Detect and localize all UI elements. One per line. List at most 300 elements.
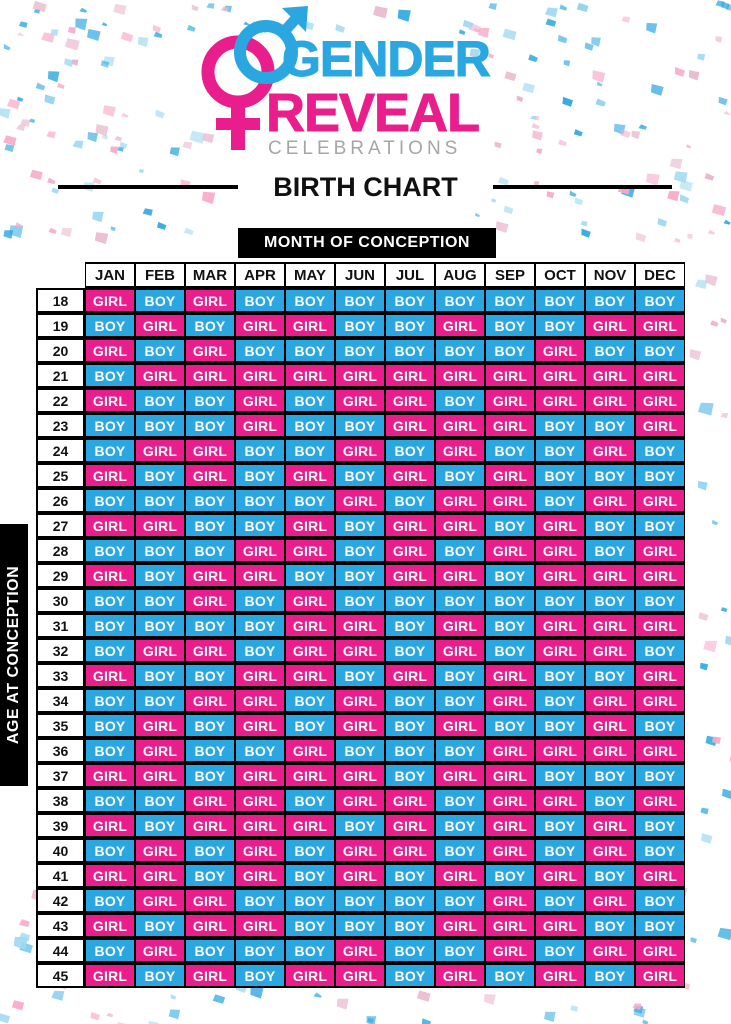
girl-cell: GIRL: [435, 638, 485, 663]
boy-cell: BOY: [335, 738, 385, 763]
girl-cell: GIRL: [635, 663, 685, 688]
month-header: SEP: [485, 262, 535, 288]
boy-cell: BOY: [535, 938, 585, 963]
boy-cell: BOY: [135, 663, 185, 688]
boy-cell: BOY: [185, 663, 235, 688]
boy-cell: BOY: [585, 863, 635, 888]
boy-cell: BOY: [335, 413, 385, 438]
girl-cell: GIRL: [385, 363, 435, 388]
girl-cell: GIRL: [435, 863, 485, 888]
confetti-piece: [695, 280, 707, 290]
girl-cell: GIRL: [285, 513, 335, 538]
girl-cell: GIRL: [485, 813, 535, 838]
boy-cell: BOY: [385, 288, 435, 313]
confetti-piece: [504, 206, 514, 215]
boy-cell: BOY: [635, 913, 685, 938]
boy-cell: BOY: [385, 638, 435, 663]
girl-cell: GIRL: [585, 363, 635, 388]
girl-cell: GIRL: [485, 663, 535, 688]
girl-cell: GIRL: [535, 788, 585, 813]
boy-cell: BOY: [435, 538, 485, 563]
month-header-row: [36, 262, 685, 288]
confetti-piece: [157, 222, 166, 230]
girl-cell: GIRL: [85, 388, 135, 413]
confetti-piece: [213, 994, 225, 1004]
girl-cell: GIRL: [585, 313, 635, 338]
confetti-piece: [724, 220, 731, 225]
confetti-piece: [570, 191, 577, 197]
title-divider-left: [58, 185, 238, 189]
boy-cell: BOY: [535, 413, 585, 438]
girl-cell: GIRL: [635, 563, 685, 588]
girl-cell: GIRL: [135, 363, 185, 388]
girl-cell: GIRL: [385, 463, 435, 488]
month-header: MAR: [185, 262, 235, 288]
girl-cell: GIRL: [285, 638, 335, 663]
girl-cell: GIRL: [335, 363, 385, 388]
confetti-piece: [91, 1012, 100, 1021]
girl-cell: GIRL: [485, 913, 535, 938]
girl-cell: GIRL: [585, 613, 635, 638]
boy-cell: BOY: [635, 513, 685, 538]
age-axis-label-text: AGE AT CONCEPTION: [5, 565, 22, 745]
boy-cell: BOY: [535, 688, 585, 713]
boy-cell: BOY: [585, 663, 635, 688]
girl-cell: GIRL: [485, 788, 535, 813]
girl-cell: GIRL: [435, 363, 485, 388]
boy-cell: BOY: [435, 813, 485, 838]
confetti-piece: [581, 229, 590, 238]
girl-cell: GIRL: [635, 313, 685, 338]
boy-cell: BOY: [335, 513, 385, 538]
boy-cell: BOY: [585, 463, 635, 488]
girl-cell: GIRL: [535, 963, 585, 988]
confetti-piece: [674, 171, 688, 183]
boy-cell: BOY: [335, 463, 385, 488]
girl-cell: GIRL: [185, 288, 235, 313]
girl-cell: GIRL: [85, 513, 135, 538]
age-cell: 28: [36, 538, 85, 563]
girl-cell: GIRL: [285, 363, 335, 388]
girl-cell: GIRL: [435, 438, 485, 463]
boy-cell: BOY: [135, 688, 185, 713]
boy-cell: BOY: [285, 388, 335, 413]
boy-cell: BOY: [635, 288, 685, 313]
confetti-piece: [575, 198, 584, 206]
girl-cell: GIRL: [485, 938, 535, 963]
girl-cell: GIRL: [485, 363, 535, 388]
age-cell: 23: [36, 413, 85, 438]
boy-cell: BOY: [535, 838, 585, 863]
boy-cell: BOY: [285, 888, 335, 913]
girl-cell: GIRL: [285, 963, 335, 988]
girl-cell: GIRL: [485, 413, 535, 438]
confetti-piece: [202, 192, 215, 204]
boy-cell: BOY: [285, 713, 335, 738]
boy-cell: BOY: [135, 813, 185, 838]
boy-cell: BOY: [135, 463, 185, 488]
boy-cell: BOY: [185, 738, 235, 763]
confetti-piece: [171, 994, 177, 999]
boy-cell: BOY: [435, 788, 485, 813]
boy-cell: BOY: [585, 588, 635, 613]
girl-cell: GIRL: [135, 738, 185, 763]
boy-cell: BOY: [535, 438, 585, 463]
girl-cell: GIRL: [485, 738, 535, 763]
boy-cell: BOY: [535, 663, 585, 688]
girl-cell: GIRL: [535, 388, 585, 413]
girl-cell: GIRL: [135, 438, 185, 463]
age-cell: 27: [36, 513, 85, 538]
girl-cell: GIRL: [235, 663, 285, 688]
girl-cell: GIRL: [585, 938, 635, 963]
boy-cell: BOY: [385, 738, 435, 763]
boy-cell: BOY: [135, 788, 185, 813]
boy-cell: BOY: [185, 838, 235, 863]
table-row: [36, 313, 685, 338]
boy-cell: BOY: [635, 713, 685, 738]
boy-cell: BOY: [385, 938, 435, 963]
girl-cell: GIRL: [585, 888, 635, 913]
boy-cell: BOY: [185, 413, 235, 438]
confetti-piece: [687, 234, 693, 240]
girl-cell: GIRL: [135, 638, 185, 663]
age-cell: 41: [36, 863, 85, 888]
confetti-piece: [475, 213, 480, 217]
boy-cell: BOY: [385, 613, 435, 638]
confetti-piece: [30, 170, 43, 180]
girl-cell: GIRL: [235, 913, 285, 938]
boy-cell: BOY: [435, 288, 485, 313]
confetti-piece: [169, 1010, 180, 1020]
girl-cell: GIRL: [85, 963, 135, 988]
girl-cell: GIRL: [85, 913, 135, 938]
girl-cell: GIRL: [285, 813, 335, 838]
boy-cell: BOY: [385, 763, 435, 788]
girl-cell: GIRL: [335, 713, 385, 738]
boy-cell: BOY: [485, 963, 535, 988]
confetti-piece: [184, 228, 194, 236]
confetti-piece: [646, 173, 660, 185]
confetti-piece: [367, 1016, 377, 1024]
boy-cell: BOY: [385, 438, 435, 463]
boy-cell: BOY: [235, 963, 285, 988]
boy-cell: BOY: [385, 488, 435, 513]
boy-cell: BOY: [585, 788, 635, 813]
girl-cell: GIRL: [85, 813, 135, 838]
girl-cell: GIRL: [435, 413, 485, 438]
boy-cell: BOY: [585, 513, 635, 538]
girl-cell: GIRL: [235, 413, 285, 438]
girl-cell: GIRL: [435, 488, 485, 513]
girl-cell: GIRL: [185, 363, 235, 388]
girl-cell: GIRL: [385, 563, 435, 588]
girl-cell: GIRL: [535, 513, 585, 538]
boy-cell: BOY: [185, 613, 235, 638]
title-divider-right: [493, 185, 672, 189]
boy-cell: BOY: [485, 588, 535, 613]
girl-cell: GIRL: [335, 688, 385, 713]
girl-cell: GIRL: [485, 463, 535, 488]
confetti-piece: [581, 221, 588, 227]
boy-cell: BOY: [535, 288, 585, 313]
girl-cell: GIRL: [135, 888, 185, 913]
confetti-piece: [712, 204, 726, 216]
girl-cell: GIRL: [585, 438, 635, 463]
girl-cell: GIRL: [285, 663, 335, 688]
girl-cell: GIRL: [235, 813, 285, 838]
boy-cell: BOY: [135, 338, 185, 363]
confetti-piece: [703, 641, 717, 653]
boy-cell: BOY: [435, 463, 485, 488]
girl-cell: GIRL: [435, 613, 485, 638]
girl-cell: GIRL: [435, 563, 485, 588]
boy-cell: BOY: [385, 963, 435, 988]
girl-cell: GIRL: [185, 638, 235, 663]
girl-cell: GIRL: [185, 963, 235, 988]
boy-cell: BOY: [285, 938, 335, 963]
age-cell: 24: [36, 438, 85, 463]
girl-cell: GIRL: [635, 613, 685, 638]
confetti-piece: [61, 228, 72, 237]
girl-cell: GIRL: [235, 713, 285, 738]
boy-cell: BOY: [85, 538, 135, 563]
boy-cell: BOY: [485, 288, 535, 313]
boy-cell: BOY: [135, 563, 185, 588]
boy-cell: BOY: [285, 863, 335, 888]
girl-cell: GIRL: [235, 538, 285, 563]
girl-cell: GIRL: [135, 713, 185, 738]
boy-cell: BOY: [85, 713, 135, 738]
girl-cell: GIRL: [335, 438, 385, 463]
girl-cell: GIRL: [635, 538, 685, 563]
age-cell: 26: [36, 488, 85, 513]
confetti-piece: [680, 194, 689, 203]
confetti-piece: [544, 1012, 556, 1022]
girl-cell: GIRL: [285, 588, 335, 613]
table-row: [36, 338, 685, 363]
boy-cell: BOY: [335, 663, 385, 688]
table-row: [36, 488, 685, 513]
girl-cell: GIRL: [235, 563, 285, 588]
confetti-piece: [698, 481, 708, 490]
girl-cell: GIRL: [635, 488, 685, 513]
confetti-piece: [698, 612, 708, 621]
boy-cell: BOY: [85, 613, 135, 638]
confetti-piece: [710, 320, 718, 327]
girl-cell: GIRL: [635, 688, 685, 713]
boy-cell: BOY: [485, 513, 535, 538]
girl-cell: GIRL: [135, 863, 185, 888]
age-cell: 29: [36, 563, 85, 588]
table-row: [36, 613, 685, 638]
age-cell: 43: [36, 913, 85, 938]
girl-cell: GIRL: [535, 538, 585, 563]
confetti-piece: [92, 212, 104, 223]
boy-cell: BOY: [135, 413, 185, 438]
boy-cell: BOY: [485, 563, 535, 588]
table-row: [36, 963, 685, 988]
girl-cell: GIRL: [335, 613, 385, 638]
girl-cell: GIRL: [85, 563, 135, 588]
boy-cell: BOY: [285, 563, 335, 588]
boy-cell: BOY: [535, 488, 585, 513]
girl-cell: GIRL: [535, 563, 585, 588]
boy-cell: BOY: [535, 313, 585, 338]
confetti-piece: [337, 999, 349, 1010]
age-cell: 20: [36, 338, 85, 363]
boy-cell: BOY: [435, 663, 485, 688]
age-cell: 31: [36, 613, 85, 638]
boy-cell: BOY: [335, 563, 385, 588]
boy-cell: BOY: [135, 913, 185, 938]
table-row: [36, 888, 685, 913]
boy-cell: BOY: [85, 363, 135, 388]
confetti-piece: [721, 413, 728, 418]
boy-cell: BOY: [535, 763, 585, 788]
girl-cell: GIRL: [435, 713, 485, 738]
boy-cell: BOY: [85, 688, 135, 713]
table-row: [36, 913, 685, 938]
confetti-piece: [658, 218, 668, 227]
confetti-piece: [636, 232, 647, 242]
boy-cell: BOY: [285, 838, 335, 863]
girl-cell: GIRL: [335, 638, 385, 663]
girl-cell: GIRL: [535, 913, 585, 938]
boy-cell: BOY: [485, 313, 535, 338]
table-row: [36, 763, 685, 788]
boy-cell: BOY: [285, 338, 335, 363]
confetti-piece: [698, 403, 714, 416]
boy-cell: BOY: [335, 338, 385, 363]
girl-cell: GIRL: [335, 388, 385, 413]
girl-cell: GIRL: [285, 313, 335, 338]
confetti-piece: [422, 1018, 431, 1024]
girl-cell: GIRL: [635, 788, 685, 813]
age-cell: 40: [36, 838, 85, 863]
boy-cell: BOY: [185, 713, 235, 738]
boy-cell: BOY: [385, 713, 435, 738]
boy-cell: BOY: [135, 488, 185, 513]
girl-cell: GIRL: [185, 913, 235, 938]
table-row: [36, 863, 685, 888]
girl-cell: GIRL: [185, 588, 235, 613]
girl-cell: GIRL: [385, 388, 435, 413]
boy-cell: BOY: [235, 513, 285, 538]
confetti-piece: [143, 208, 153, 216]
girl-cell: GIRL: [285, 763, 335, 788]
girl-cell: GIRL: [135, 313, 185, 338]
girl-cell: GIRL: [185, 463, 235, 488]
age-cell: 34: [36, 688, 85, 713]
boy-cell: BOY: [185, 313, 235, 338]
girl-cell: GIRL: [485, 538, 535, 563]
confetti-piece: [0, 1013, 10, 1023]
girl-cell: GIRL: [635, 863, 685, 888]
boy-cell: BOY: [335, 538, 385, 563]
boy-cell: BOY: [535, 588, 585, 613]
boy-cell: BOY: [385, 688, 435, 713]
age-cell: 25: [36, 463, 85, 488]
birth-chart-table: [36, 262, 685, 988]
boy-cell: BOY: [435, 838, 485, 863]
age-cell: 19: [36, 313, 85, 338]
confetti-piece: [19, 919, 30, 927]
confetti-piece: [417, 990, 431, 1001]
boy-cell: BOY: [285, 488, 335, 513]
girl-cell: GIRL: [385, 663, 435, 688]
boy-cell: BOY: [235, 938, 285, 963]
confetti-piece: [722, 789, 731, 800]
boy-cell: BOY: [335, 888, 385, 913]
boy-cell: BOY: [135, 288, 185, 313]
girl-cell: GIRL: [485, 488, 535, 513]
age-cell: 36: [36, 738, 85, 763]
boy-cell: BOY: [85, 313, 135, 338]
boy-cell: BOY: [635, 638, 685, 663]
age-cell: 42: [36, 888, 85, 913]
age-axis-label: [0, 524, 28, 786]
boy-cell: BOY: [485, 638, 535, 663]
boy-cell: BOY: [85, 738, 135, 763]
girl-cell: GIRL: [85, 288, 135, 313]
month-header: APR: [235, 262, 285, 288]
boy-cell: BOY: [535, 713, 585, 738]
girl-cell: GIRL: [435, 313, 485, 338]
confetti-piece: [701, 808, 709, 815]
boy-cell: BOY: [135, 963, 185, 988]
boy-cell: BOY: [85, 488, 135, 513]
girl-cell: GIRL: [435, 913, 485, 938]
girl-cell: GIRL: [435, 513, 485, 538]
girl-cell: GIRL: [635, 413, 685, 438]
girl-cell: GIRL: [535, 638, 585, 663]
confetti-piece: [106, 1013, 113, 1018]
confetti-piece: [721, 607, 728, 612]
age-cell: 35: [36, 713, 85, 738]
girl-cell: GIRL: [235, 688, 285, 713]
girl-cell: GIRL: [335, 788, 385, 813]
boy-cell: BOY: [585, 338, 635, 363]
girl-cell: GIRL: [335, 838, 385, 863]
confetti-piece: [484, 994, 496, 1005]
girl-cell: GIRL: [185, 788, 235, 813]
girl-cell: GIRL: [485, 388, 535, 413]
boy-cell: BOY: [235, 638, 285, 663]
confetti-piece: [706, 274, 718, 286]
girl-cell: GIRL: [235, 313, 285, 338]
girl-cell: GIRL: [285, 538, 335, 563]
boy-cell: BOY: [435, 938, 485, 963]
table-row: [36, 388, 685, 413]
boy-cell: BOY: [285, 788, 335, 813]
boy-cell: BOY: [85, 938, 135, 963]
boy-cell: BOY: [435, 388, 485, 413]
confetti-piece: [51, 991, 64, 1001]
girl-cell: GIRL: [235, 788, 285, 813]
girl-cell: GIRL: [335, 488, 385, 513]
confetti-piece: [111, 226, 116, 231]
boy-cell: BOY: [285, 288, 335, 313]
girl-cell: GIRL: [385, 788, 435, 813]
boy-cell: BOY: [485, 438, 535, 463]
boy-cell: BOY: [85, 588, 135, 613]
girl-cell: GIRL: [635, 963, 685, 988]
table-row: [36, 713, 685, 738]
age-cell: 45: [36, 963, 85, 988]
girl-cell: GIRL: [485, 838, 535, 863]
boy-cell: BOY: [635, 838, 685, 863]
